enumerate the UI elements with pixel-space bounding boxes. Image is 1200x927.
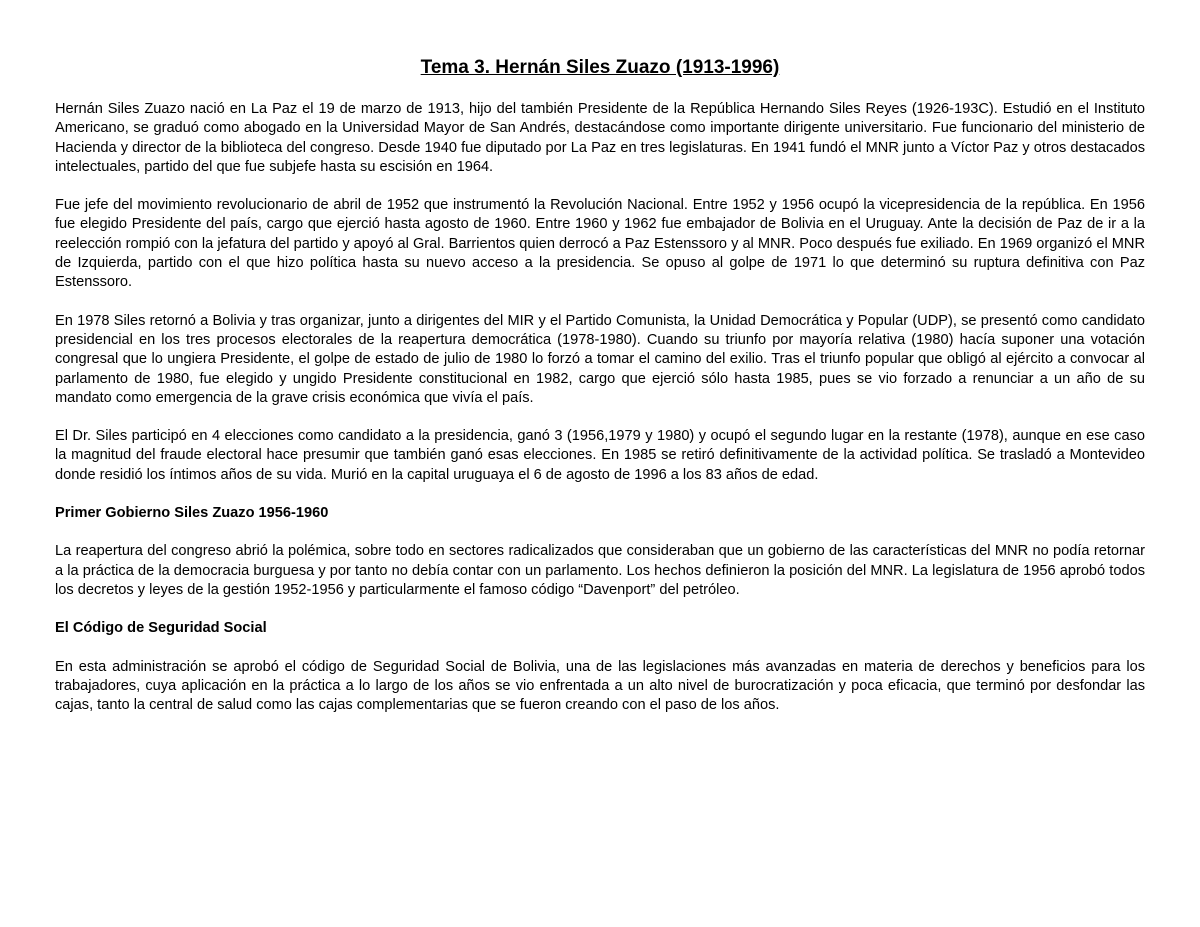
paragraph-biography: Hernán Siles Zuazo nació en La Paz el 19 de marzo de 1913, hijo del también Presidente de la República Hernando Siles Reyes (1926-193C). Estudió en el Instituto Americano, se graduó como abogado en la Universidad Mayor de San Andrés, destacándose como importante dirigente universitario. Fue funcionario del ministerio de Hacienda y director de la biblioteca del congreso. Desde 1940 fue diputado por La Paz en tres legislaturas. En 1941 fundó el MNR junto a Víctor Paz y otros destacados intelectuales, partido del que fue subjefe hasta su escisión en 1964.: [55, 101, 1145, 175]
document-page: [55, 56, 1145, 734]
section-heading-first-government: Primer Gobierno Siles Zuazo 1956-1960: [55, 505, 329, 522]
paragraph-social-security: En esta administración se aprobó el código de Seguridad Social de Bolivia, una de las legislaciones más avanzadas en materia de derechos y beneficios para los trabajadores, cuya aplicación en la práctica a lo largo de los años se vio enfrentada a un alto nivel de burocratización y poca eficacia, que terminó por desfondar las cajas, tanto la central de salud como las cajas complementarias que se fueron creando con el paso de los años.: [55, 658, 1145, 714]
paragraph-return: En 1978 Siles retornó a Bolivia y tras organizar, junto a dirigentes del MIR y el Partido Comunista, la Unidad Democrática y Popular (UDP), se presentó como candidato presidencial en los tres procesos electorales de la reapertura democrática (1978-1980). Cuando su triunfo por mayoría relativa (1980) hacía suponer una votación congresal que lo ungiera Presidente, el golpe de estado de julio de 1980 lo forzó a tomar el camino del exilio. Tras el triunfo popular que obligó al ejército a convocar al parlamento de 1980, fue elegido y ungido Presidente constitucional en 1982, cargo que ejerció sólo hasta 1985, pues se vio forzado a renunciar a un año de su mandato como emergencia de la grave crisis económica que vivía el país.: [55, 312, 1145, 406]
section-heading-social-security: El Código de Seguridad Social: [55, 620, 267, 637]
document-title: Tema 3. Hernán Siles Zuazo (1913-1996): [420, 57, 780, 78]
paragraph-revolution: Fue jefe del movimiento revolucionario de abril de 1952 que instrumentó la Revolución Nacional. Entre 1952 y 1956 ocupó la vicepresidencia de la república. En 1956 fue elegido Presidente del país, cargo que ejerció hasta agosto de 1960. Entre 1960 y 1962 fue embajador de Bolivia en el Uruguay. Ante la decisión de Paz de ir a la reelección rompió con la jefatura del partido y apoyó al Gral. Barrientos quien derrocó a Paz Estenssoro y al MNR. Poco después fue exiliado. En 1969 organizó el MNR de Izquierda, partido con el que hizo política hasta su nuevo acceso a la presidencia. Se opuso al golpe de 1971 lo que determinó su ruptura definitiva con Paz Estenssoro.: [55, 197, 1145, 291]
paragraph-elections: El Dr. Siles participó en 4 elecciones como candidato a la presidencia, ganó 3 (1956,1979 y 1980) y ocupó el segundo lugar en la restante (1978), aunque en ese caso la magnitud del fraude electoral hace presumir que también ganó esas elecciones. En 1985 se retiró definitivamente de la actividad política. Se trasladó a Montevideo donde residió los íntimos años de su vida. Murió en la capital uruguaya el 6 de agosto de 1996 a los 83 años de edad.: [55, 428, 1145, 483]
paragraph-first-government: La reapertura del congreso abrió la polémica, sobre todo en sectores radicalizados que consideraban que un gobierno de las características del MNR no podía retornar a la práctica de la democracia burguesa y por tanto no debía contar con un parlamento. Los hechos definieron la posición del MNR. La legislatura de 1956 aprobó todos los decretos y leyes de la gestión 1952-1956 y particularmente el famoso código “Davenport” del petróleo.: [55, 543, 1145, 598]
